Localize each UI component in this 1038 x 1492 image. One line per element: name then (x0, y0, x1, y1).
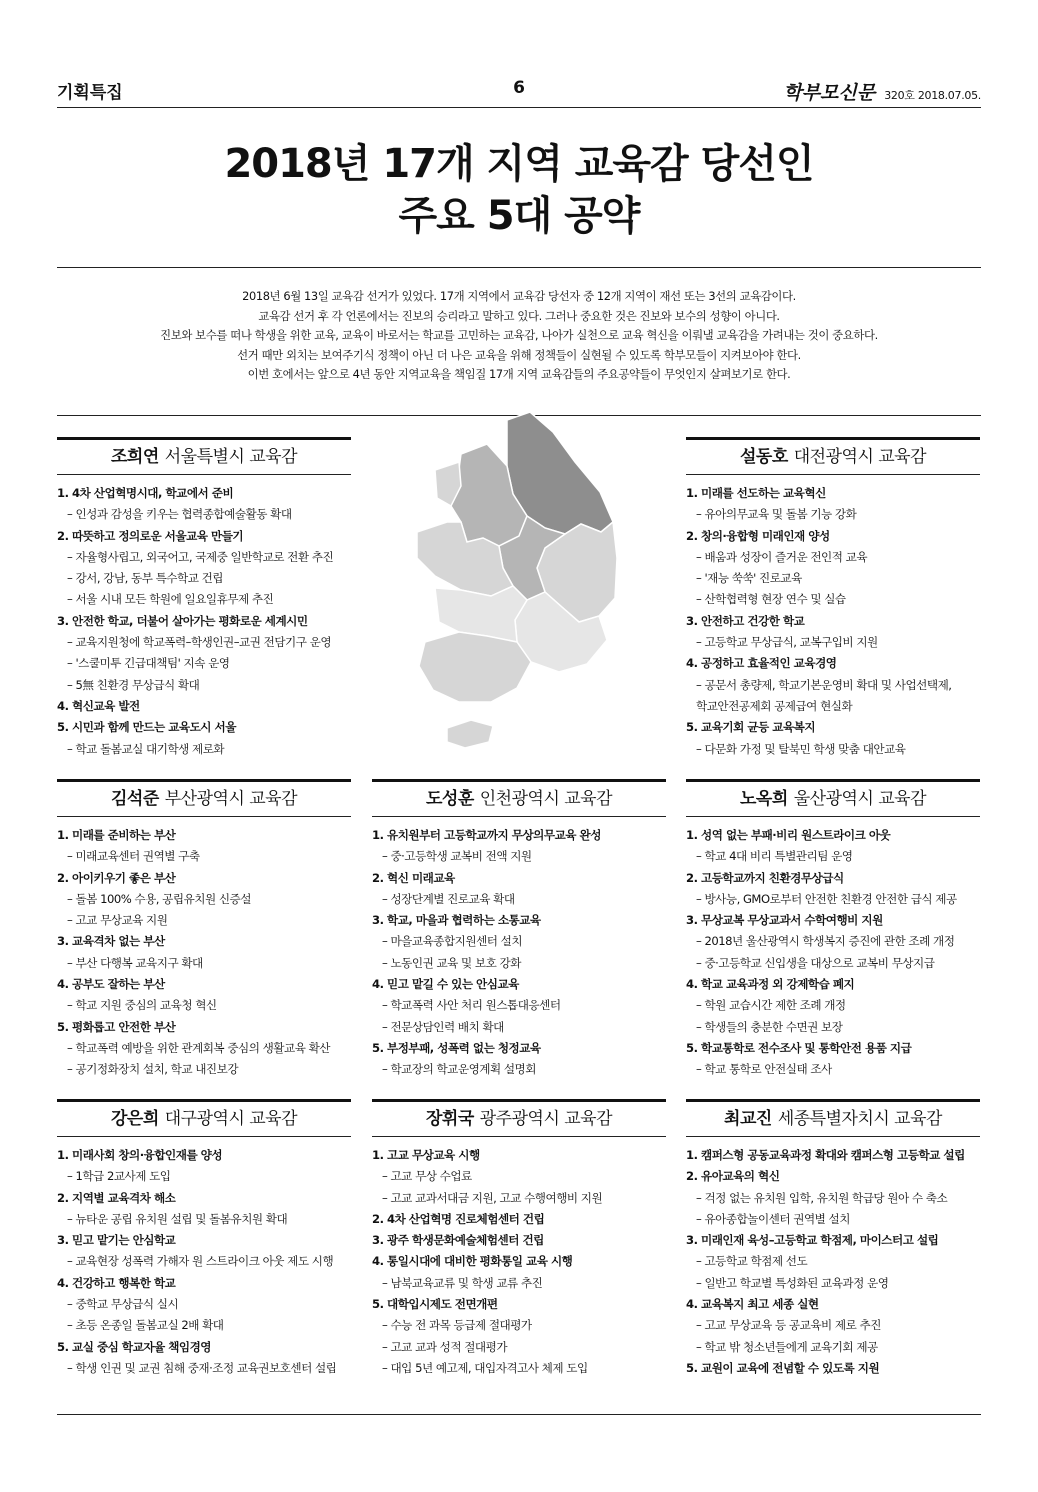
pledge-detail: – 고등학교 학점제 선도 (696, 1254, 808, 1269)
intro-line: 진보와 보수를 떠나 학생을 위한 교육, 교육이 바로서는 학교를 고민하는 교육감, 나아가 실천으로 교육 혁신을 이뤄낼 교육감을 가려내는 것이 중요하다. (160, 328, 878, 342)
pledge-detail: – 학원 교습시간 제한 조례 개정 (696, 998, 846, 1013)
pledge-item: 3. 믿고 맡기는 안심학교 (57, 1233, 176, 1248)
pledge-detail: – 유아종합놀이센터 권역별 설치 (696, 1211, 850, 1226)
pledge-detail: – 유아의무교육 및 돌봄 기능 강화 (696, 507, 857, 522)
pledge-list (686, 1145, 980, 1379)
pledge-detail: – 전문상담인력 배치 확대 (382, 1019, 504, 1034)
title-line-1: 2018년 17개 지역 교육감 당선인 (224, 141, 814, 187)
pledge-detail: – 학교 4대 비리 특별관리팀 운영 (696, 849, 853, 864)
candidate-name: 장휘국 (425, 1109, 474, 1129)
pledge-detail: – 대입 5년 예고제, 대입자격고사 체제 도입 (382, 1360, 588, 1375)
pledge-item: 2. 유아교육의 혁신 (686, 1169, 780, 1184)
pledge-detail: – 고교 무상교육 지원 (67, 913, 168, 928)
masthead (783, 78, 981, 105)
pledge-detail: – 강서, 강남, 동부 특수학교 건립 (67, 571, 223, 586)
pledge-item: 1. 유치원부터 고등학교까지 무상의무교육 완성 (372, 828, 601, 842)
pledge-item: 5. 부정부패, 성폭력 없는 청정교육 (372, 1040, 541, 1055)
pledge-detail: – 초등 온종일 돌봄교실 2배 확대 (67, 1318, 224, 1333)
candidate-region: 대전광역시 교육감 (793, 447, 927, 467)
candidate-name: 설동호 (739, 447, 788, 467)
pledge-detail: – 1학급 2교사제 도입 (67, 1169, 171, 1184)
candidate-heading (57, 437, 351, 475)
candidate-card-ulsan (686, 779, 980, 1081)
pledge-detail: – 공기정화장치 설치, 학교 내진보강 (67, 1062, 239, 1077)
pledge-list (57, 483, 351, 760)
pledge-detail: – 학교폭력 사안 처리 원스톱대응센터 (382, 998, 561, 1013)
pledge-detail: – 방사능, GMO로부터 안전한 친환경 안전한 급식 제공 (696, 891, 957, 906)
candidate-region: 서울특별시 교육감 (164, 447, 298, 467)
candidate-heading (57, 779, 351, 817)
pledge-detail: – 중학교 무상급식 실시 (67, 1297, 179, 1312)
pledge-detail: – 남북교육교류 및 학생 교류 추진 (382, 1275, 543, 1290)
pledge-detail: – '스쿨미투 긴급대책팀' 지속 운영 (67, 656, 230, 671)
korea-map-illustration (395, 410, 627, 760)
map-region-jeonnam (419, 632, 531, 702)
pledge-detail: – 미래교육센터 권역별 구축 (67, 849, 200, 864)
pledge-detail: – 서울 시내 모든 학원에 일요일휴무제 추진 (67, 592, 274, 607)
pledge-item: 5. 학교통학로 전수조사 및 통학안전 용품 지급 (686, 1040, 912, 1055)
candidate-card-sejong (686, 1099, 980, 1379)
candidate-card-incheon (372, 779, 666, 1081)
pledge-detail: – 학교폭력 예방을 위한 관계회복 중심의 생활교육 확산 (67, 1040, 330, 1055)
candidate-region: 인천광역시 교육감 (479, 789, 613, 809)
pledge-item: 5. 교원이 교육에 전념할 수 있도록 지원 (686, 1360, 880, 1375)
pledge-item: 1. 고교 무상교육 시행 (372, 1148, 480, 1162)
pledge-item: 4. 믿고 맡길 수 있는 안심교육 (372, 977, 519, 992)
pledge-item: 5. 평화롭고 안전한 부산 (57, 1019, 176, 1034)
pledge-detail: – 학교 통학로 안전실태 조사 (696, 1062, 832, 1077)
pledge-item: 3. 안전한 학교, 더불어 살아가는 평화로운 세계시민 (57, 613, 308, 628)
pledge-detail: – 일반고 학교별 특성화된 교육과정 운영 (696, 1275, 889, 1290)
pledge-detail: – 중·고등학교 신입생을 대상으로 교복비 무상지급 (696, 955, 935, 970)
pledge-detail: – 마을교육종합지원센터 설치 (382, 934, 523, 949)
candidate-region: 부산광역시 교육감 (164, 789, 298, 809)
pledge-list (686, 483, 980, 760)
pledge-detail: – 자율형사립고, 외국어고, 국제중 일반학교로 전환 추진 (67, 549, 334, 564)
pledge-item: 3. 미래인재 육성–고등학교 학점제, 마이스터고 설립 (686, 1233, 939, 1248)
pledge-detail: – 다문화 가정 및 탈북민 학생 맞춤 대안교육 (696, 741, 906, 756)
pledge-item: 2. 따뜻하고 정의로운 서울교육 만들기 (57, 528, 244, 543)
title-rule (57, 267, 981, 268)
pledge-detail: 학교안전공제회 공제급여 현실화 (696, 698, 853, 713)
candidate-name: 노옥희 (739, 789, 788, 809)
pledge-item: 2. 4차 산업혁명 진로체험센터 건립 (372, 1211, 545, 1226)
pledge-item: 1. 캠퍼스형 공동교육과정 확대와 캠퍼스형 고등학교 설립 (686, 1148, 965, 1162)
candidate-heading (686, 1099, 980, 1137)
title-line-2: 주요 5대 공약 (398, 193, 640, 239)
pledge-detail: – 고교 무상 수업료 (382, 1169, 472, 1184)
pledge-item: 4. 공부도 잘하는 부산 (57, 977, 165, 992)
pledge-item: 2. 지역별 교육격차 해소 (57, 1190, 176, 1205)
footer-rule (57, 1414, 981, 1415)
pledge-item: 2. 아이키우기 좋은 부산 (57, 870, 176, 885)
pledge-detail: – 수능 전 과목 등급제 절대평가 (382, 1318, 532, 1333)
intro-line: 선거 때만 외치는 보여주기식 정책이 아닌 더 나은 교육을 위해 정책들이 실현될 수 있도록 학부모들이 지켜보아야 한다. (237, 347, 801, 362)
map-region-jeonbuk (435, 586, 527, 642)
pledge-detail: – 학교장의 학교운영계획 설명회 (382, 1062, 536, 1077)
pledge-list (57, 825, 351, 1081)
candidate-heading (686, 779, 980, 817)
pledge-detail: – 공문서 총량제, 학교기본운영비 확대 및 사업선택제, (696, 677, 952, 692)
issue-info: 320호 2018.07.05. (884, 89, 981, 102)
pledge-item: 1. 미래를 준비하는 부산 (57, 828, 176, 842)
pledge-detail: – 걱정 없는 유치원 입학, 유치원 학급당 원아 수 축소 (696, 1190, 948, 1205)
pledge-item: 1. 미래를 선도하는 교육혁신 (686, 486, 826, 500)
pledge-detail: – 학생 인권 및 교권 침해 중재·조정 교육권보호센터 설립 (67, 1360, 337, 1375)
pledge-item: 5. 대학입시제도 전면개편 (372, 1297, 498, 1312)
pledge-item: 1. 성역 없는 부패·비리 원스트라이크 아웃 (686, 828, 891, 842)
pledge-detail: – 고교 무상교육 등 공교육비 제로 추진 (696, 1318, 881, 1333)
pledge-detail: – 교육지원청에 학교폭력–학생인권–교권 전담기구 운영 (67, 635, 332, 650)
header-rule (57, 107, 981, 108)
pledge-detail: – 학교 돌봄교실 대기학생 제로화 (67, 741, 225, 756)
candidate-heading (372, 1099, 666, 1137)
pledge-detail: – 학교 지원 중심의 교육청 혁신 (67, 998, 217, 1013)
pledge-detail: – 산학협력형 현장 연수 및 실습 (696, 592, 846, 607)
pledge-item: 5. 교육기회 균등 교육복지 (686, 720, 816, 735)
pledge-detail: – 부산 다행복 교육지구 확대 (67, 955, 203, 970)
candidate-card-busan (57, 779, 351, 1081)
candidate-name: 김석준 (110, 789, 159, 809)
pledge-detail: – 5無 친환경 무상급식 확대 (67, 677, 200, 692)
pledge-item: 3. 무상교복 무상교과서 수학여행비 지원 (686, 913, 883, 928)
intro-paragraph (60, 287, 978, 385)
pledge-item: 3. 안전하고 건강한 학교 (686, 613, 805, 628)
candidate-name: 최교진 (724, 1109, 772, 1129)
pledge-list (372, 1145, 666, 1379)
pledge-item: 4. 혁신교육 발전 (57, 698, 140, 713)
pledge-item: 4. 교육복지 최고 세종 실현 (686, 1297, 819, 1312)
pledge-detail: – 인성과 감성을 키우는 협력종합예술활동 확대 (67, 507, 292, 522)
candidate-name: 조희연 (110, 447, 159, 467)
pledge-detail: – 고교 교과서대금 지원, 고교 수행여행비 지원 (382, 1190, 603, 1205)
pledge-item: 1. 4차 산업혁명시대, 학교에서 준비 (57, 486, 234, 500)
pledge-detail: – 고등학교 무상급식, 교복구입비 지원 (696, 635, 878, 650)
pledge-detail: – 돌봄 100% 수용, 공립유치원 신증설 (67, 891, 251, 906)
intro-line: 교육감 선거 후 각 언론에서는 진보의 승리라고 말하고 있다. 그러나 중요한 것은 진보와 보수의 성향이 아니다. (258, 308, 780, 323)
pledge-item: 1. 미래사회 창의·융합인재를 양성 (57, 1148, 223, 1162)
pledge-item: 4. 공정하고 효율적인 교육경영 (686, 656, 837, 671)
pledge-item: 3. 광주 학생문화예술체험센터 건립 (372, 1233, 544, 1248)
intro-line: 2018년 6월 13일 교육감 선거가 있었다. 17개 지역에서 교육감 당선자 중 12개 지역이 재선 또는 3선의 교육감이다. (242, 289, 796, 303)
page-header (57, 78, 981, 106)
pledge-detail: – 고교 교과 성적 절대평가 (382, 1339, 508, 1354)
pledge-detail: – 중·고등학생 교복비 전액 지원 (382, 849, 532, 864)
candidate-region: 광주광역시 교육감 (479, 1109, 613, 1129)
newspaper-logo: 학부모신문 (783, 82, 876, 104)
candidate-region: 대구광역시 교육감 (164, 1109, 298, 1129)
section-label: 기획특집 (57, 83, 123, 103)
candidate-heading (57, 1099, 351, 1137)
candidate-card-daegu (57, 1099, 351, 1379)
candidate-heading (372, 779, 666, 817)
pledge-detail: – 성장단계별 진로교육 확대 (382, 891, 515, 906)
pledge-detail: – 배움과 성장이 즐거운 전인적 교육 (696, 549, 868, 564)
pledge-detail: – 2018년 울산광역시 학생복지 증진에 관한 조례 개정 (696, 934, 955, 949)
pledge-detail: – 교육현장 성폭력 가해자 원 스트라이크 아웃 제도 시행 (67, 1254, 334, 1269)
intro-line: 이번 호에서는 앞으로 4년 동안 지역교육을 책임질 17개 지역 교육감들의 주요공약들이 무엇인지 살펴보기로 한다. (247, 367, 791, 381)
candidate-name: 도성훈 (425, 789, 474, 809)
pledge-detail: – 학교 밖 청소년들에게 교육기회 제공 (696, 1339, 878, 1354)
pledge-item: 2. 고등학교까지 친환경무상급식 (686, 870, 844, 885)
pledge-list (57, 1145, 351, 1379)
pledge-item: 4. 통일시대에 대비한 평화통일 교육 시행 (372, 1254, 573, 1269)
candidate-card-daejeon (686, 437, 980, 760)
page-number: 6 (513, 78, 525, 98)
pledge-detail: – 뉴타운 공립 유치원 설립 및 돌봄유치원 확대 (67, 1211, 288, 1226)
pledge-item: 5. 시민과 함께 만드는 교육도시 서울 (57, 720, 236, 735)
candidate-name: 강은희 (110, 1109, 159, 1129)
article-title (0, 138, 1038, 242)
pledge-item: 5. 교실 중심 학교자율 책임경영 (57, 1339, 212, 1354)
candidate-heading (686, 437, 980, 475)
pledge-item: 3. 학교, 마을과 협력하는 소통교육 (372, 913, 541, 928)
pledge-item: 2. 창의·융합형 미래인재 양성 (686, 528, 830, 543)
pledge-list (686, 825, 980, 1081)
map-region-jeju (447, 720, 493, 748)
pledge-detail: – 학생들의 충분한 수면권 보장 (696, 1019, 843, 1034)
pledge-item: 4. 학교 교육과정 외 강제학습 폐지 (686, 977, 855, 992)
pledge-detail: – '재능 쑥쑥' 진로교육 (696, 571, 802, 586)
pledge-item: 4. 건강하고 행복한 학교 (57, 1275, 176, 1290)
candidate-card-gwangju (372, 1099, 666, 1379)
pledge-item: 2. 혁신 미래교육 (372, 870, 455, 885)
pledge-list (372, 825, 666, 1081)
pledge-detail: – 노동인권 교육 및 보호 강화 (382, 955, 521, 970)
candidate-card-seoul (57, 437, 351, 760)
candidate-region: 세종특별자치시 교육감 (777, 1109, 942, 1129)
pledge-item: 3. 교육격차 없는 부산 (57, 934, 165, 949)
candidate-region: 울산광역시 교육감 (793, 789, 927, 809)
